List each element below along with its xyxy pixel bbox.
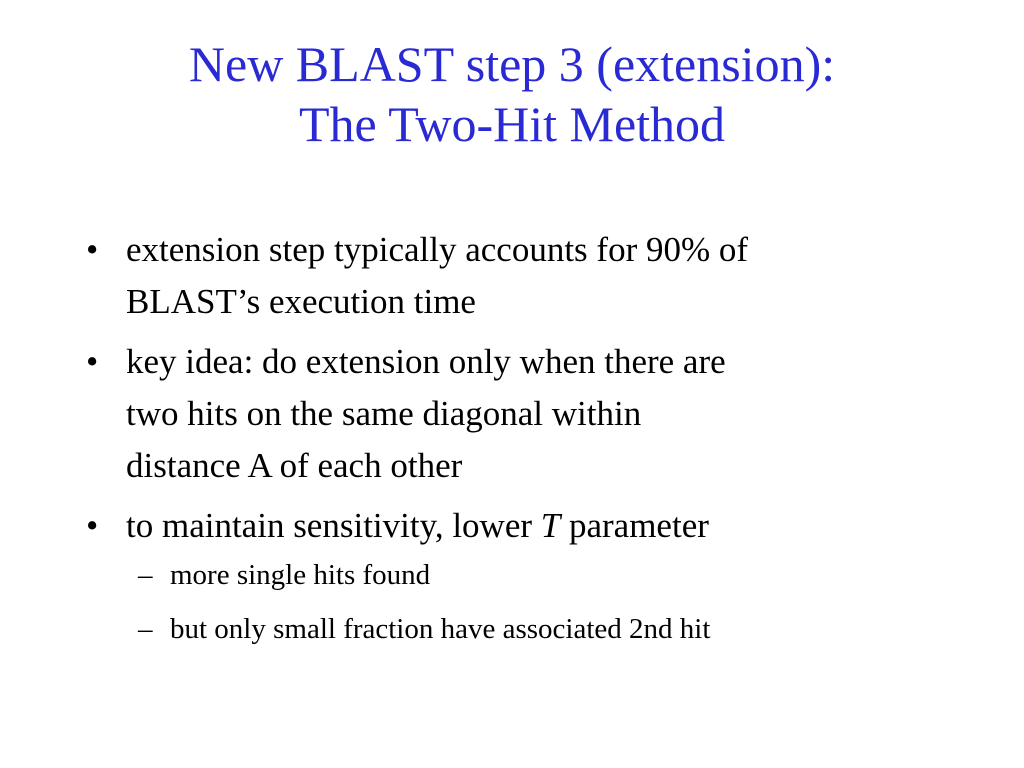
bullet-icon: • (86, 506, 99, 545)
bullet-text-after: parameter (560, 506, 709, 545)
subbullet-text: but only small fraction have associated 2nd hit (170, 613, 711, 645)
dash-icon: – (138, 559, 153, 591)
bullet-text-before: to maintain sensitivity, lower (126, 506, 541, 545)
bullet-text-line (126, 500, 966, 552)
slide-title (0, 34, 1024, 154)
parameter-t: T (540, 506, 561, 545)
dash-icon: – (138, 613, 153, 645)
bullet-text-line: two hits on the same diagonal within (126, 394, 642, 433)
slide-body (86, 224, 966, 664)
title-line-1: New BLAST step 3 (extension): (188, 36, 836, 92)
bullet-icon: • (86, 342, 99, 381)
bullet-item-key-idea (86, 336, 966, 492)
subbullet-text: more single hits found (170, 559, 431, 591)
title-line-2: The Two-Hit Method (298, 96, 726, 152)
bullet-icon: • (86, 230, 99, 269)
bullet-text-line: BLAST’s execution time (126, 282, 476, 321)
bullet-text-line: distance A of each other (126, 446, 463, 485)
bullet-item-sensitivity (86, 500, 966, 552)
bullet-text-line: extension step typically accounts for 90% of (126, 230, 749, 269)
subbullet-item-second-hit (86, 610, 966, 648)
subbullet-item-single-hits (86, 556, 966, 594)
bullet-text-line: key idea: do extension only when there are (126, 342, 726, 381)
bullet-item-execution-time (86, 224, 966, 328)
